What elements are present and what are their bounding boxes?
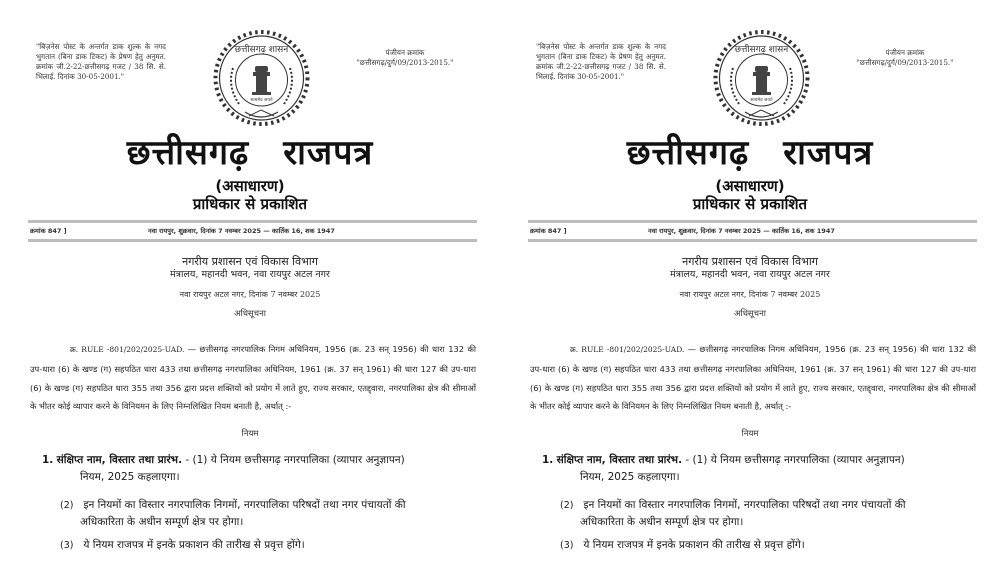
notification-body: क्र. RULE -801/202/2025-UAD. — छत्तीसगढ़ नगरपालिक निगम अधिनियम, 1956 (क्र. 23 सन् 1956) की धारा 132 की उप-धारा (6) के खण्ड (ग) सहपठित धारा 433 तथा छत्तीसगढ़ नगरपालिका अधिनियम, 1961 (क्र. 37 सन् 1961) की धारा 127 की उप-धारा (6) के खण्ड (ग) सहपठित धारा 355 तथा 356 द्वारा प्रदत्त शक्तियों को प्रयोग में लाते हुए, राज्य सरकार, एतद्द्वारा, नगरपालिका क्षेत्र की सीमाओं के भीतर कोई व्यापार करने के विनियमन के लिए निम्नलिखित नियम बनाती है, अर्थात् :- bbox=[530, 344, 976, 412]
svg-text:छत्तीसगढ़ शासन: छत्तीसगढ़ शासन bbox=[734, 45, 789, 55]
registration-label: पंजीयन क्रमांक bbox=[885, 48, 925, 57]
registration-block bbox=[330, 48, 480, 68]
svg-text:सत्यमेव जयते: सत्यमेव जयते bbox=[250, 98, 273, 103]
extraordinary-label: (असाधारण) bbox=[215, 177, 285, 195]
issue-band bbox=[28, 220, 477, 242]
rule-1-2: (2) इन नियमों का विस्तार नगरपालिक निगमों, नगरपालिका परिषदों तथा नगर पंचायतों की bbox=[60, 499, 406, 511]
issue-number: क्रमांक 847 ] bbox=[30, 227, 67, 235]
rule-1-2-continuation: अधिकारिता के अधीन सम्पूर्ण क्षेत्र पर होगा। bbox=[80, 516, 244, 528]
gazette-page-right bbox=[500, 0, 1000, 562]
extraordinary-label: (असाधारण) bbox=[715, 177, 785, 195]
postal-notice: "बिज़नेस पोस्ट के अन्तर्गत डाक शुल्क के नगद भुगतान (बिना डाक टिकट) के प्रेषण हेतु अनुमत. क्रमांक जी.2-22-छत्तीसगढ़ गजट / 38 सि. से. भिलाई. दिनांक 30-05-2001." bbox=[536, 42, 666, 81]
band-bottom-rule bbox=[528, 239, 977, 242]
registration-label: पंजीयन क्रमांक bbox=[385, 48, 425, 57]
postal-notice: "बिज़नेस पोस्ट के अन्तर्गत डाक शुल्क के नगद भुगतान (बिना डाक टिकट) के प्रेषण हेतु अनुमत. क्रमांक जी.2-22-छत्तीसगढ़ गजट / 38 सि. से. भिलाई. दिनांक 30-05-2001." bbox=[36, 42, 166, 81]
issue-date: नवा रायपुर, शुक्रवार, दिनांक 7 नवम्बर 2025 — कार्तिक 16, शक 1947 bbox=[648, 227, 835, 235]
registration-number: "छत्तीसगढ़/दुर्ग/09/2013-2015." bbox=[356, 58, 454, 67]
rule-1: 1. संक्षिप्त नाम, विस्तार तथा प्रारंभ. - (1) ये नियम छत्तीसगढ़ नगरपालिका (व्यापार अनुज्ञापन) bbox=[542, 454, 905, 466]
state-emblem-icon bbox=[205, 28, 318, 128]
place-date: नवा रायपुर अटल नगर, दिनांक 7 नवम्बर 2025 bbox=[679, 290, 821, 299]
issue-number: क्रमांक 847 ] bbox=[530, 227, 567, 235]
issue-date: नवा रायपुर, शुक्रवार, दिनांक 7 नवम्बर 2025 — कार्तिक 16, शक 1947 bbox=[148, 227, 335, 235]
rules-heading: नियम bbox=[241, 429, 259, 439]
place-date: नवा रायपुर अटल नगर, दिनांक 7 नवम्बर 2025 bbox=[179, 290, 321, 299]
notification-ref: क्र. RULE -801/202/2025-UAD. bbox=[70, 345, 185, 354]
rule-1-continuation: नियम, 2025 कहलाएगा। bbox=[80, 471, 180, 483]
notification-body: क्र. RULE -801/202/2025-UAD. — छत्तीसगढ़ नगरपालिक निगम अधिनियम, 1956 (क्र. 23 सन् 1956) की धारा 132 की उप-धारा (6) के खण्ड (ग) सहपठित धारा 433 तथा छत्तीसगढ़ नगरपालिका अधिनियम, 1961 (क्र. 37 सन् 1961) की धारा 127 की उप-धारा (6) के खण्ड (ग) सहपठित धारा 355 तथा 356 द्वारा प्रदत्त शक्तियों को प्रयोग में लाते हुए, राज्य सरकार, एतद्द्वारा, नगरपालिका क्षेत्र की सीमाओं के भीतर कोई व्यापार करने के विनियमन के लिए निम्नलिखित नियम बनाती है, अर्थात् :- bbox=[30, 344, 476, 412]
department-name: नगरीय प्रशासन एवं विकास विभाग bbox=[682, 255, 818, 268]
authority-label: प्राधिकार से प्रकाशित bbox=[692, 195, 808, 213]
svg-text:सत्यमेव जयते: सत्यमेव जयते bbox=[750, 98, 773, 103]
department-address: मंत्रालय, महानदी भवन, नवा रायपुर अटल नगर bbox=[670, 269, 830, 280]
band-top-rule bbox=[28, 220, 477, 223]
rule-1-3: (3) ये नियम राजपत्र में इनके प्रकाशन की तारीख से प्रवृत्त होंगे। bbox=[560, 539, 805, 551]
issue-band bbox=[528, 220, 977, 242]
rule-1-3: (3) ये नियम राजपत्र में इनके प्रकाशन की तारीख से प्रवृत्त होंगे। bbox=[60, 539, 305, 551]
rules-heading: नियम bbox=[741, 429, 759, 439]
state-emblem-icon bbox=[705, 28, 818, 128]
notification-heading: अधिसूचना bbox=[234, 309, 266, 319]
rule-1: 1. संक्षिप्त नाम, विस्तार तथा प्रारंभ. - (1) ये नियम छत्तीसगढ़ नगरपालिका (व्यापार अनुज्ञापन) bbox=[42, 454, 405, 466]
band-bottom-rule bbox=[28, 239, 477, 242]
rule-1-2: (2) इन नियमों का विस्तार नगरपालिक निगमों, नगरपालिका परिषदों तथा नगर पंचायतों की bbox=[560, 499, 906, 511]
notification-ref: क्र. RULE -801/202/2025-UAD. bbox=[570, 345, 685, 354]
rule-1-continuation: नियम, 2025 कहलाएगा। bbox=[580, 471, 680, 483]
registration-block bbox=[830, 48, 980, 68]
rule-1-2-continuation: अधिकारिता के अधीन सम्पूर्ण क्षेत्र पर होगा। bbox=[580, 516, 744, 528]
gazette-title: छत्तीसगढ़ राजपत्र bbox=[626, 133, 874, 173]
authority-label: प्राधिकार से प्रकाशित bbox=[192, 195, 308, 213]
notification-heading: अधिसूचना bbox=[734, 309, 766, 319]
department-address: मंत्रालय, महानदी भवन, नवा रायपुर अटल नगर bbox=[170, 269, 330, 280]
svg-text:छत्तीसगढ़ शासन: छत्तीसगढ़ शासन bbox=[234, 45, 289, 55]
gazette-title: छत्तीसगढ़ राजपत्र bbox=[126, 133, 374, 173]
registration-number: "छत्तीसगढ़/दुर्ग/09/2013-2015." bbox=[856, 58, 954, 67]
department-name: नगरीय प्रशासन एवं विकास विभाग bbox=[182, 255, 318, 268]
band-top-rule bbox=[528, 220, 977, 223]
